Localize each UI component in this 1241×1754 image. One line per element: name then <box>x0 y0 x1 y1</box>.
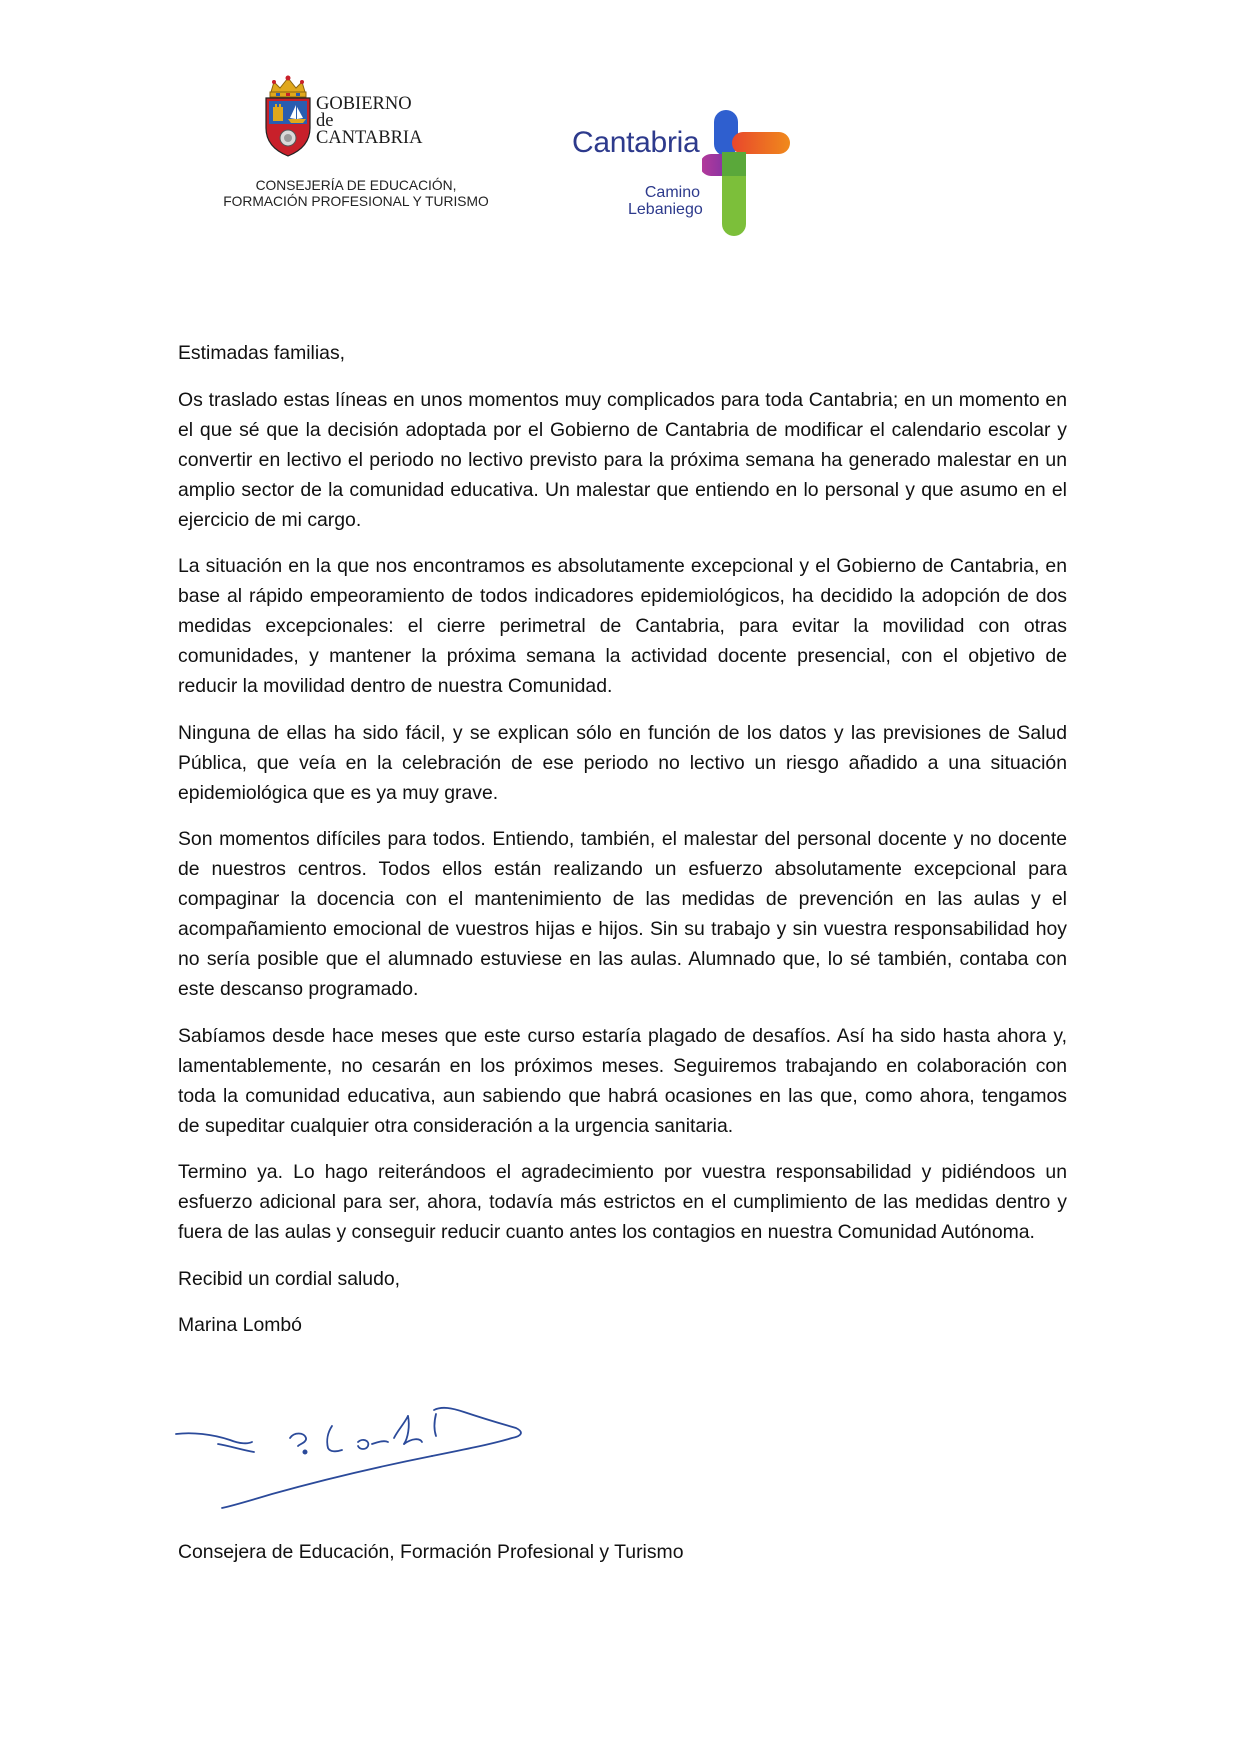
cantabria-cross-icon <box>702 108 802 238</box>
closing: Recibid un cordial saludo, <box>178 1267 401 1290</box>
paragraph-3: Ninguna de ellas ha sido fácil, y se explican sólo en función de los datos y las previsiones de Salud Pública, que veía en la celebración de ese periodo no lectivo un riesgo añadido a una situación epidemiológica que es ya muy grave. <box>178 721 1067 804</box>
paragraph-1: Os traslado estas líneas en unos momentos muy complicados para toda Cantabria; en un momento en el que sé que la decisión adoptada por el Gobierno de Cantabria de modificar el calendario escolar y convertir en lectivo el periodo no lectivo previsto para la próxima semana ha generado malestar en un amplio sector de la comunidad educativa. Un malestar que entiendo en lo personal y que asumo en el ejercicio de mi cargo. <box>178 388 1067 531</box>
camino-lebaniego-text <box>628 184 703 218</box>
handwritten-signature <box>172 1396 592 1516</box>
paragraph-2: La situación en la que nos encontramos es absolutamente excepcional y el Gobierno de Cantabria, en base al rápido empeoramiento de todos indicadores epidemiológicos, ha decidido la adopción de dos medidas excepcionales: el cierre perimetral de Cantabria, para evitar la movilidad con otras comunidades, y mantener la próxima semana la actividad docente presencial, con el objetivo de reducir la movilidad dentro de nuestra Comunidad. <box>178 555 1067 697</box>
lebaniego-line: Lebaniego <box>628 201 703 218</box>
paragraph-6: Termino ya. Lo hago reiterándoos el agradecimiento por vuestra responsabilidad y pidiéndoos un esfuerzo adicional para ser, ahora, todavía más estrictos en el cumplimiento de las medidas dentro y fuera de las aulas y conseguir reducir cuanto antes los contagios en nuestra Comunidad Autónoma. <box>178 1161 1067 1243</box>
gobierno-logo-line2: de <box>316 111 334 131</box>
gobierno-logo-text <box>316 96 422 147</box>
signer-title: Consejera de Educación, Formación Profesional y Turismo <box>178 1541 684 1563</box>
gobierno-de-cantabria-logo <box>262 74 434 164</box>
paragraph-5: Sabíamos desde hace meses que este curso estaría plagado de desafíos. Así ha sido hasta ahora y, lamentablemente, no cesarán en los próximos meses. Seguiremos trabajando en colaboración con toda la comunidad educativa, aun sabiendo que habrá ocasiones en las que, como ahora, tengamos de supeditar cualquier otra consideración a la urgencia sanitaria. <box>178 1024 1067 1137</box>
consejeria-line2: FORMACIÓN PROFESIONAL Y TURISMO <box>223 194 489 209</box>
cantabria-camino-lebaniego-logo <box>572 108 802 238</box>
camino-line: Camino <box>644 184 700 201</box>
gobierno-logo-line1: GOBIERNO <box>316 94 412 114</box>
consejeria-heading <box>196 178 516 210</box>
consejeria-line1: CONSEJERÍA DE EDUCACIÓN, <box>255 178 457 193</box>
cantabria-wordmark: Cantabria <box>572 126 700 159</box>
signer-name: Marina Lombó <box>178 1314 302 1336</box>
paragraph-4: Son momentos difíciles para todos. Entiendo, también, el malestar del personal docente y no docente de nuestros centros. Todos ellos están realizando un esfuerzo absolutamente excepcional para compaginar la docencia con el mantenimiento de las medidas de prevención en las aulas y el acompañamiento emocional de vuestros hijas e hijos. Sin su trabajo y sin vuestra responsabilidad hoy no sería posible que el alumnado estuviese en las aulas. Alumnado que, lo sé también, contaba con este descanso programado. <box>178 828 1067 1000</box>
gobierno-logo-line3: CANTABRIA <box>316 128 423 148</box>
letter-body <box>178 338 1067 1357</box>
greeting: Estimadas familias, <box>178 342 346 364</box>
coat-of-arms-icon <box>262 74 314 158</box>
